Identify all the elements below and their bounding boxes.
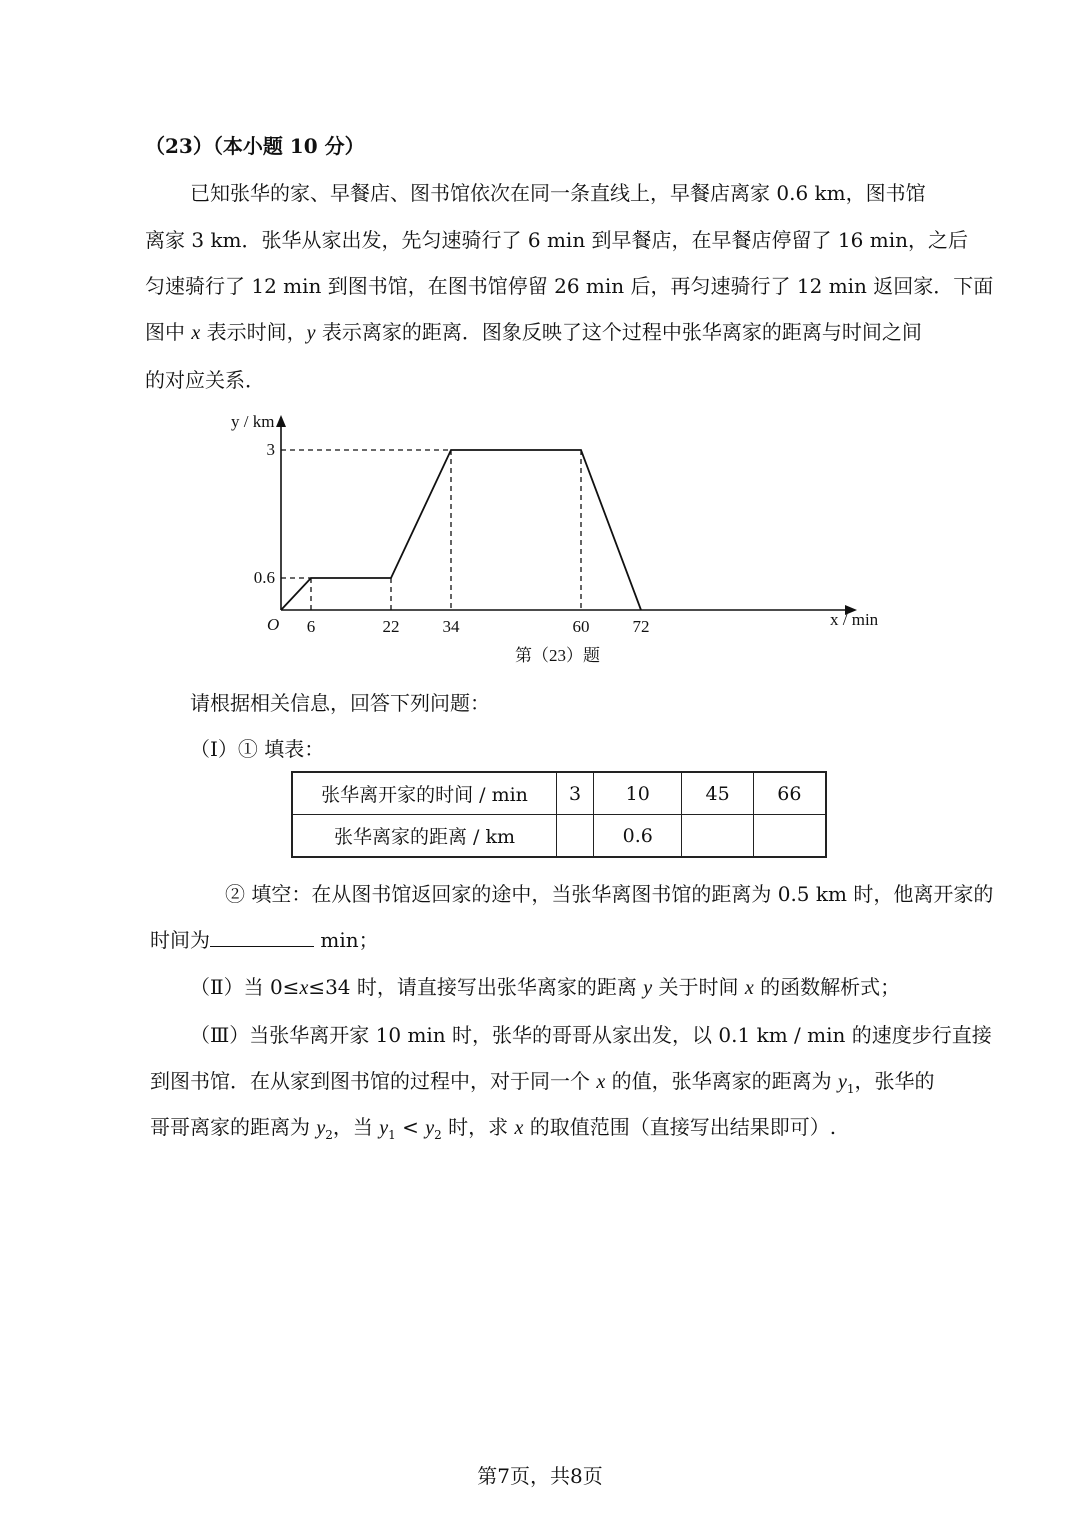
fill-in-table (291, 771, 827, 858)
problem-text-line-4: 图中 x 表示时间，y 表示离家的距离．图象反映了这个过程中张华离家的距离与时间之间 (145, 320, 922, 344)
page-footer: 第7页，共8页 (477, 1464, 603, 1488)
x-tick-label: 6 (306, 617, 316, 636)
question-1-part-1: （Ⅰ）① 填表： (190, 737, 325, 761)
x-tick-label: 72 (632, 617, 650, 636)
question-3-line-1: （Ⅲ）当张华离开家 10 min 时，张华的哥哥从家出发，以 0.1 km / min 的速度步行直接 (190, 1023, 992, 1047)
y-axis-arrow (276, 415, 286, 427)
origin-label: O (267, 615, 280, 634)
problem-text-line-5: 的对应关系． (145, 368, 265, 392)
distance-time-chart (225, 405, 905, 670)
table-row (292, 772, 826, 815)
questions-intro: 请根据相关信息，回答下列问题： (190, 691, 490, 715)
problem-header: （23）（本小题 10 分） (145, 134, 365, 158)
data-line (281, 450, 641, 610)
x-tick-label: 34 (442, 617, 460, 636)
question-3-line-3: 哥哥离家的距离为 $y_2$，当 $y_1 < y_2$ 时，求 x 的取值范围（直接写出结果即可）. (150, 1115, 837, 1142)
table-cell-time: 45 (682, 772, 753, 815)
table-cell-time: 10 (594, 772, 682, 815)
table-cell-time: 66 (753, 772, 826, 815)
table-header-distance: 张华离家的距离 / km (292, 815, 557, 858)
table-header-time: 张华离开家的时间 / min (292, 772, 557, 815)
question-1-part-2-line-1: ② 填空：在从图书馆返回家的途中，当张华离图书馆的距离为 0.5 km 时，他离开家的 (225, 882, 994, 906)
problem-text-line-2: 离家 3 km．张华从家出发，先匀速骑行了 6 min 到早餐店，在早餐店停留了 16 min，之后 (145, 228, 968, 252)
table-row (292, 815, 826, 858)
answer-blank[interactable] (210, 930, 314, 947)
dashed-guide-lines (281, 450, 581, 610)
table-cell-distance (753, 815, 826, 858)
table-cell-distance: 0.6 (594, 815, 682, 858)
y-tick-label: 3 (266, 440, 275, 459)
y-axis-label: y / km (231, 412, 275, 431)
table-cell-distance (557, 815, 594, 858)
table-cell-time: 3 (557, 772, 594, 815)
chart-caption: 第（23）题 (515, 646, 600, 665)
x-tick-label: 22 (382, 617, 400, 636)
problem-text-line-3: 匀速骑行了 12 min 到图书馆，在图书馆停留 26 min 后，再匀速骑行了 12 min 返回家．下面 (145, 274, 994, 298)
problem-text-line-1: 已知张华的家、早餐店、图书馆依次在同一条直线上，早餐店离家 0.6 km，图书馆 (190, 181, 926, 205)
x-tick-label: 60 (572, 617, 590, 636)
table-cell-distance (682, 815, 753, 858)
question-3-line-2: 到图书馆．在从家到图书馆的过程中，对于同一个 x 的值，张华离家的距离为 $y_1$，张华的 (150, 1069, 935, 1096)
y-tick-label: 0.6 (253, 568, 275, 587)
question-1-part-2-line-2: 时间为 min； (150, 928, 379, 952)
question-2: （Ⅱ）当 0≤x≤34 时，请直接写出张华离家的距离 y 关于时间 x 的函数解析式； (190, 975, 901, 999)
x-axis-label: x / min (830, 610, 879, 629)
